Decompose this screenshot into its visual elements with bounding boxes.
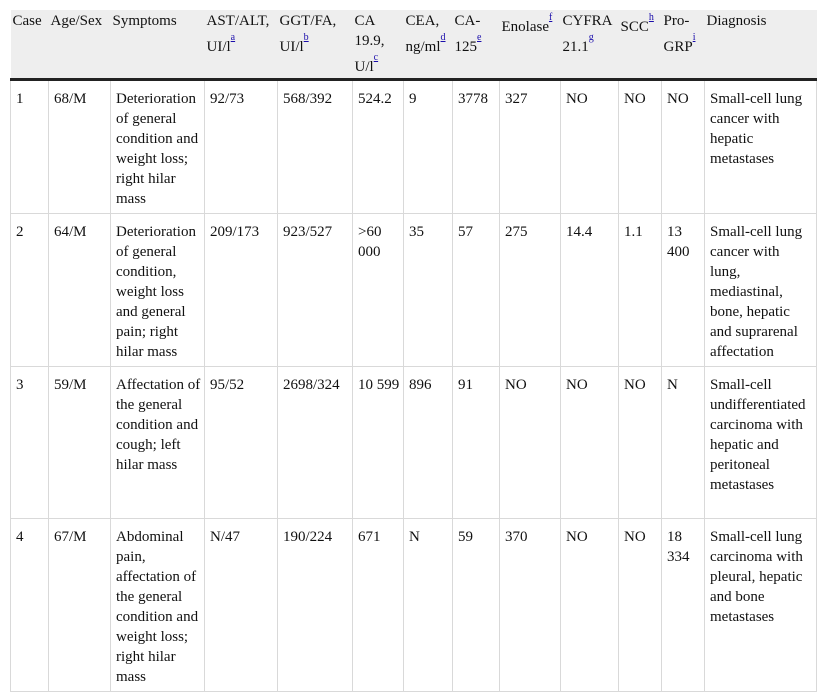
column-header-pro-grp	[662, 10, 705, 80]
cell-case: 4	[11, 519, 49, 692]
column-header-label: GGT/FA, UI/l	[279, 13, 337, 55]
footnote-link[interactable]: f	[548, 11, 553, 23]
cell-cyfra: NO	[561, 519, 619, 692]
column-header-enolase	[500, 10, 561, 80]
cell-ast-alt: N/47	[205, 519, 278, 692]
footnote-link[interactable]: e	[477, 31, 482, 43]
column-header-diagnosis	[705, 10, 817, 80]
column-header-label: Age/Sex	[50, 13, 103, 29]
cell-ca199: 10 599	[353, 367, 404, 519]
cell-symptoms: Affectation of the general condition and cough; left hilar mass	[111, 367, 205, 519]
column-header-label: AST/ALT, UI/l	[206, 13, 270, 55]
footnote-link[interactable]: d	[440, 31, 446, 43]
footnote-link[interactable]: c	[373, 51, 379, 63]
cell-ca125: 3778	[453, 80, 500, 214]
cell-case: 2	[11, 214, 49, 367]
table-row	[11, 214, 817, 367]
cell-ggt-fa: 568/392	[278, 80, 353, 214]
cell-pro-grp: 13 400	[662, 214, 705, 367]
table-container	[10, 10, 816, 685]
cell-enolase: 327	[500, 80, 561, 214]
cell-symptoms: Deterioration of general condition and weight loss; right hilar mass	[111, 80, 205, 214]
table-row	[11, 80, 817, 214]
column-header-label: Symptoms	[112, 13, 177, 29]
table-row	[11, 519, 817, 692]
cell-cyfra: NO	[561, 80, 619, 214]
cell-ast-alt: 92/73	[205, 80, 278, 214]
cell-cea: 9	[404, 80, 453, 214]
cell-enolase: 275	[500, 214, 561, 367]
cell-case: 1	[11, 80, 49, 214]
cell-ggt-fa: 923/527	[278, 214, 353, 367]
column-header-label: CYFRA 21.1	[562, 13, 612, 55]
cell-diagnosis: Small-cell lung cancer with lung, mediastinal, bone, hepatic and suprarenal affectation	[705, 214, 817, 367]
cell-age-sex: 67/M	[49, 519, 111, 692]
cell-cea: 35	[404, 214, 453, 367]
footnote-link[interactable]: b	[303, 31, 309, 43]
footnote-link[interactable]: g	[588, 31, 594, 43]
cell-age-sex: 59/M	[49, 367, 111, 519]
cell-cea: N	[404, 519, 453, 692]
column-header-age-sex	[49, 10, 111, 80]
cell-diagnosis: Small-cell lung cancer with hepatic metastases	[705, 80, 817, 214]
footnote-link[interactable]: a	[230, 31, 236, 43]
cell-cyfra: 14.4	[561, 214, 619, 367]
cell-ast-alt: 95/52	[205, 367, 278, 519]
column-header-label: SCC	[620, 19, 649, 35]
cell-pro-grp: NO	[662, 80, 705, 214]
column-header-label: Pro-GRP	[663, 13, 693, 55]
cell-scc: 1.1	[619, 214, 662, 367]
column-header-ast-alt	[205, 10, 278, 80]
cell-ca199: >60 000	[353, 214, 404, 367]
cell-cyfra: NO	[561, 367, 619, 519]
cell-ca125: 59	[453, 519, 500, 692]
column-header-ggt-fa	[278, 10, 353, 80]
cell-ca199: 524.2	[353, 80, 404, 214]
cell-ca125: 91	[453, 367, 500, 519]
column-header-cyfra	[561, 10, 619, 80]
header-row	[11, 10, 817, 80]
cell-ggt-fa: 190/224	[278, 519, 353, 692]
table-row	[11, 367, 817, 519]
cell-pro-grp: N	[662, 367, 705, 519]
cell-scc: NO	[619, 367, 662, 519]
column-header-case	[11, 10, 49, 80]
cell-enolase: NO	[500, 367, 561, 519]
cell-age-sex: 68/M	[49, 80, 111, 214]
cell-enolase: 370	[500, 519, 561, 692]
column-header-ca125	[453, 10, 500, 80]
cell-ca125: 57	[453, 214, 500, 367]
column-header-label: Diagnosis	[706, 13, 767, 29]
cell-case: 3	[11, 367, 49, 519]
column-header-label: CA-125	[454, 13, 481, 55]
cell-symptoms: Abdominal pain, affectation of the general condition and weight loss; right hilar mass	[111, 519, 205, 692]
cell-diagnosis: Small-cell lung carcinoma with pleural, hepatic and bone metastases	[705, 519, 817, 692]
cell-ast-alt: 209/173	[205, 214, 278, 367]
column-header-label: CEA, ng/ml	[405, 13, 441, 55]
column-header-label: Case	[12, 13, 42, 29]
column-header-symptoms	[111, 10, 205, 80]
column-header-label: Enolase	[501, 19, 549, 35]
column-header-cea	[404, 10, 453, 80]
cell-scc: NO	[619, 519, 662, 692]
cell-ca199: 671	[353, 519, 404, 692]
cell-age-sex: 64/M	[49, 214, 111, 367]
cell-diagnosis: Small-cell undifferentiated carcinoma with hepatic and peritoneal metastases	[705, 367, 817, 519]
column-header-ca199	[353, 10, 404, 80]
column-header-label: CA 19.9, U/l	[354, 13, 385, 75]
cell-cea: 896	[404, 367, 453, 519]
cell-symptoms: Deterioration of general condition, weight loss and general pain; right hilar mass	[111, 214, 205, 367]
cell-pro-grp: 18 334	[662, 519, 705, 692]
cell-scc: NO	[619, 80, 662, 214]
footnote-link[interactable]: i	[692, 31, 696, 43]
column-header-scc	[619, 10, 662, 80]
footnote-link[interactable]: h	[648, 11, 654, 23]
cell-ggt-fa: 2698/324	[278, 367, 353, 519]
tumor-markers-table	[10, 10, 817, 692]
